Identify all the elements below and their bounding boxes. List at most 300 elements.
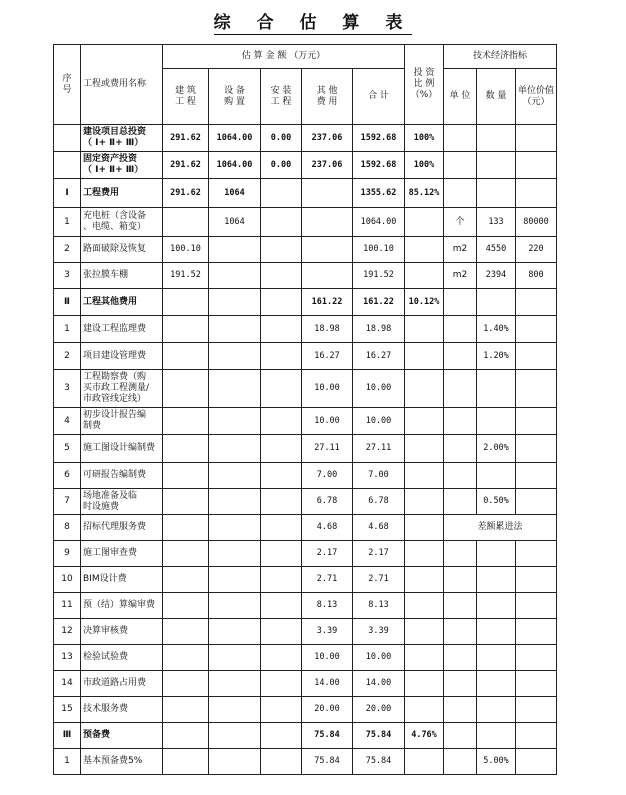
cell-other: 4.68 [302, 515, 353, 541]
cell-total: 8.13 [353, 593, 405, 619]
cell-seq: 1 [54, 208, 81, 237]
cell-install [261, 645, 302, 671]
cell-quantity [477, 723, 516, 749]
cell-install [261, 343, 302, 370]
cell-ratio: 100% [405, 152, 444, 179]
cell-ratio: 85.12% [405, 179, 444, 208]
table-row [54, 749, 557, 775]
cell-quantity: 4550 [477, 237, 516, 263]
cell-other [302, 237, 353, 263]
cell-ratio [405, 593, 444, 619]
cell-unit [444, 125, 477, 152]
cell-unit-value [516, 179, 557, 208]
cell-other: 75.84 [302, 723, 353, 749]
cell-construction [163, 723, 209, 749]
cell-unit-value [516, 593, 557, 619]
cell-name: 建设工程监理费 [81, 316, 163, 343]
cell-other: 161.22 [302, 289, 353, 316]
cell-ratio [405, 671, 444, 697]
cell-other: 237.06 [302, 152, 353, 179]
cell-ratio [405, 697, 444, 723]
cell-install [261, 435, 302, 463]
cell-quantity: 133 [477, 208, 516, 237]
cell-seq: 3 [54, 370, 81, 408]
cell-install [261, 263, 302, 289]
cell-name: 预（结）算编审费 [81, 593, 163, 619]
cell-construction [163, 541, 209, 567]
cell-unit-value [516, 489, 557, 515]
table-row [54, 593, 557, 619]
cell-tech-note: 差额累进法 [444, 515, 557, 541]
cell-equipment [209, 567, 261, 593]
cell-name: BIM设计费 [81, 567, 163, 593]
cell-total: 14.00 [353, 671, 405, 697]
cell-ratio [405, 515, 444, 541]
cell-other: 10.00 [302, 645, 353, 671]
cell-unit [444, 179, 477, 208]
cell-ratio [405, 463, 444, 489]
cell-total: 6.78 [353, 489, 405, 515]
estimate-table [53, 44, 557, 775]
table-body [54, 125, 557, 775]
cell-ratio [405, 408, 444, 435]
table-row [54, 723, 557, 749]
table-row [54, 179, 557, 208]
header-quantity: 数 量 [477, 69, 516, 125]
cell-install: 0.00 [261, 125, 302, 152]
cell-seq: 11 [54, 593, 81, 619]
table-row [54, 435, 557, 463]
cell-unit [444, 152, 477, 179]
cell-seq: Ⅲ [54, 723, 81, 749]
cell-ratio [405, 370, 444, 408]
header-row-1 [54, 45, 557, 69]
cell-quantity: 1.40% [477, 316, 516, 343]
cell-total: 75.84 [353, 723, 405, 749]
cell-equipment [209, 541, 261, 567]
cell-unit-value [516, 343, 557, 370]
cell-install [261, 370, 302, 408]
cell-total: 2.17 [353, 541, 405, 567]
cell-unit [444, 541, 477, 567]
cell-unit-value [516, 289, 557, 316]
cell-unit: m2 [444, 237, 477, 263]
cell-install [261, 749, 302, 775]
cell-quantity [477, 645, 516, 671]
cell-unit [444, 567, 477, 593]
cell-quantity [477, 125, 516, 152]
cell-seq: 3 [54, 263, 81, 289]
cell-total: 1355.62 [353, 179, 405, 208]
cell-other: 75.84 [302, 749, 353, 775]
cell-unit-value [516, 567, 557, 593]
cell-equipment [209, 723, 261, 749]
cell-seq: 1 [54, 749, 81, 775]
cell-seq: 12 [54, 619, 81, 645]
cell-unit-value [516, 671, 557, 697]
cell-ratio [405, 316, 444, 343]
cell-name: 技术服务费 [81, 697, 163, 723]
cell-other: 8.13 [302, 593, 353, 619]
cell-install [261, 671, 302, 697]
cell-unit [444, 316, 477, 343]
cell-ratio [405, 619, 444, 645]
cell-unit [444, 463, 477, 489]
cell-total: 1592.68 [353, 152, 405, 179]
cell-total: 10.00 [353, 645, 405, 671]
cell-seq: 15 [54, 697, 81, 723]
cell-construction [163, 567, 209, 593]
cell-seq: 8 [54, 515, 81, 541]
cell-other [302, 208, 353, 237]
cell-name: 工程其他费用 [81, 289, 163, 316]
cell-construction [163, 697, 209, 723]
cell-quantity: 5.00% [477, 749, 516, 775]
cell-ratio [405, 645, 444, 671]
cell-seq: 13 [54, 645, 81, 671]
cell-construction [163, 749, 209, 775]
cell-ratio [405, 749, 444, 775]
cell-unit [444, 593, 477, 619]
cell-install [261, 697, 302, 723]
cell-equipment [209, 343, 261, 370]
cell-name: 施工图设计编制费 [81, 435, 163, 463]
cell-install [261, 593, 302, 619]
cell-install [261, 463, 302, 489]
cell-name: 招标代理服务费 [81, 515, 163, 541]
cell-equipment [209, 237, 261, 263]
cell-name: 路面破除及恢复 [81, 237, 163, 263]
cell-seq: Ⅱ [54, 289, 81, 316]
cell-other: 3.39 [302, 619, 353, 645]
cell-quantity [477, 671, 516, 697]
header-install: 安 装 工 程 [261, 69, 302, 125]
cell-equipment [209, 370, 261, 408]
document-title [0, 8, 626, 35]
cell-seq [54, 125, 81, 152]
cell-name: 建设项目总投资 （ Ⅰ+ Ⅱ+ Ⅲ） [81, 125, 163, 152]
cell-equipment: 1064.00 [209, 152, 261, 179]
cell-seq: 4 [54, 408, 81, 435]
cell-install [261, 408, 302, 435]
cell-seq: Ⅰ [54, 179, 81, 208]
cell-ratio [405, 263, 444, 289]
cell-ratio [405, 541, 444, 567]
table-row [54, 208, 557, 237]
cell-total: 1064.00 [353, 208, 405, 237]
cell-other [302, 179, 353, 208]
cell-construction: 191.52 [163, 263, 209, 289]
cell-quantity: 1.20% [477, 343, 516, 370]
cell-other: 237.06 [302, 125, 353, 152]
cell-equipment [209, 316, 261, 343]
cell-ratio: 10.12% [405, 289, 444, 316]
cell-total: 10.00 [353, 408, 405, 435]
cell-install [261, 489, 302, 515]
cell-equipment [209, 749, 261, 775]
cell-total: 100.10 [353, 237, 405, 263]
cell-name: 场地准备及临 时设施费 [81, 489, 163, 515]
cell-unit [444, 435, 477, 463]
cell-ratio [405, 343, 444, 370]
cell-unit [444, 671, 477, 697]
cell-install [261, 619, 302, 645]
cell-seq: 10 [54, 567, 81, 593]
header-unit: 单 位 [444, 69, 477, 125]
cell-ratio [405, 237, 444, 263]
cell-unit [444, 343, 477, 370]
cell-total: 4.68 [353, 515, 405, 541]
cell-unit [444, 645, 477, 671]
table-row [54, 515, 557, 541]
cell-unit-value [516, 152, 557, 179]
cell-unit: 个 [444, 208, 477, 237]
table-row [54, 343, 557, 370]
cell-construction [163, 489, 209, 515]
cell-other: 2.71 [302, 567, 353, 593]
cell-quantity: 2394 [477, 263, 516, 289]
header-estimate-group: 估 算 金 额 （万元） [163, 45, 405, 69]
cell-unit-value [516, 645, 557, 671]
cell-quantity [477, 370, 516, 408]
cell-construction [163, 593, 209, 619]
cell-install [261, 515, 302, 541]
cell-unit-value [516, 749, 557, 775]
cell-construction [163, 408, 209, 435]
cell-other: 10.00 [302, 408, 353, 435]
cell-ratio [405, 567, 444, 593]
cell-ratio [405, 435, 444, 463]
cell-name: 决算审核费 [81, 619, 163, 645]
cell-unit-value [516, 723, 557, 749]
table-row [54, 541, 557, 567]
cell-total: 7.00 [353, 463, 405, 489]
cell-unit-value [516, 316, 557, 343]
table-row [54, 289, 557, 316]
cell-install [261, 289, 302, 316]
header-name: 工程或费用名称 [81, 45, 163, 125]
cell-total: 10.00 [353, 370, 405, 408]
cell-construction [163, 645, 209, 671]
cell-unit-value [516, 541, 557, 567]
cell-name: 充电桩（含设备 、电缆、箱变） [81, 208, 163, 237]
table-row [54, 671, 557, 697]
cell-equipment: 1064 [209, 208, 261, 237]
cell-equipment: 1064 [209, 179, 261, 208]
cell-unit-value [516, 435, 557, 463]
cell-other: 16.27 [302, 343, 353, 370]
cell-unit-value: 80000 [516, 208, 557, 237]
cell-equipment [209, 593, 261, 619]
cell-construction [163, 619, 209, 645]
table-row [54, 489, 557, 515]
cell-install [261, 208, 302, 237]
cell-quantity [477, 463, 516, 489]
cell-quantity [477, 619, 516, 645]
cell-unit-value: 220 [516, 237, 557, 263]
cell-seq: 7 [54, 489, 81, 515]
cell-install [261, 541, 302, 567]
header-tech-group: 技术经济指标 [444, 45, 557, 69]
cell-equipment [209, 515, 261, 541]
cell-construction [163, 370, 209, 408]
cell-total: 161.22 [353, 289, 405, 316]
document-title-text: 综 合 估 算 表 [214, 8, 413, 35]
header-seq: 序 号 [54, 45, 81, 125]
cell-total: 2.71 [353, 567, 405, 593]
cell-install [261, 179, 302, 208]
cell-unit [444, 723, 477, 749]
cell-unit [444, 697, 477, 723]
cell-seq: 5 [54, 435, 81, 463]
cell-name: 预备费 [81, 723, 163, 749]
table-row [54, 645, 557, 671]
cell-quantity [477, 289, 516, 316]
table-row [54, 125, 557, 152]
cell-ratio: 100% [405, 125, 444, 152]
cell-other: 20.00 [302, 697, 353, 723]
table-row [54, 463, 557, 489]
cell-unit [444, 619, 477, 645]
cell-ratio [405, 489, 444, 515]
cell-seq: 9 [54, 541, 81, 567]
table-row [54, 316, 557, 343]
cell-seq: 2 [54, 237, 81, 263]
cell-name: 检验试验费 [81, 645, 163, 671]
cell-total: 18.98 [353, 316, 405, 343]
cell-name: 项目建设管理费 [81, 343, 163, 370]
cell-name: 工程勘察费（购 买市政工程测量/ 市政管线定线） [81, 370, 163, 408]
cell-other: 14.00 [302, 671, 353, 697]
cell-other: 6.78 [302, 489, 353, 515]
cell-construction [163, 343, 209, 370]
cell-construction [163, 208, 209, 237]
cell-unit: m2 [444, 263, 477, 289]
cell-equipment [209, 489, 261, 515]
cell-construction [163, 671, 209, 697]
cell-install: 0.00 [261, 152, 302, 179]
table-row [54, 263, 557, 289]
cell-name: 固定资产投资 （ Ⅰ+ Ⅱ+ Ⅲ） [81, 152, 163, 179]
cell-unit-value [516, 619, 557, 645]
cell-unit-value [516, 370, 557, 408]
cell-quantity [477, 593, 516, 619]
cell-seq [54, 152, 81, 179]
cell-equipment [209, 435, 261, 463]
cell-other: 7.00 [302, 463, 353, 489]
cell-seq: 1 [54, 316, 81, 343]
cell-name: 张拉膜车棚 [81, 263, 163, 289]
cell-quantity [477, 541, 516, 567]
cell-unit-value [516, 697, 557, 723]
cell-construction [163, 316, 209, 343]
cell-other [302, 263, 353, 289]
cell-construction [163, 515, 209, 541]
cell-total: 16.27 [353, 343, 405, 370]
cell-unit-value [516, 125, 557, 152]
cell-construction: 291.62 [163, 179, 209, 208]
cell-total: 191.52 [353, 263, 405, 289]
cell-ratio: 4.76% [405, 723, 444, 749]
header-unit-value: 单位价值 （元） [516, 69, 557, 125]
cell-quantity: 0.50% [477, 489, 516, 515]
cell-seq: 6 [54, 463, 81, 489]
cell-name: 市政道路占用费 [81, 671, 163, 697]
table-row [54, 697, 557, 723]
cell-equipment [209, 263, 261, 289]
cell-equipment [209, 463, 261, 489]
cell-other: 10.00 [302, 370, 353, 408]
cell-construction: 100.10 [163, 237, 209, 263]
cell-other: 18.98 [302, 316, 353, 343]
cell-quantity: 2.00% [477, 435, 516, 463]
cell-quantity [477, 697, 516, 723]
cell-equipment [209, 645, 261, 671]
cell-equipment [209, 697, 261, 723]
cell-other: 27.11 [302, 435, 353, 463]
cell-unit [444, 408, 477, 435]
header-equipment: 设 备 购 置 [209, 69, 261, 125]
cell-total: 1592.68 [353, 125, 405, 152]
cell-name: 工程费用 [81, 179, 163, 208]
cell-equipment: 1064.00 [209, 125, 261, 152]
header-total: 合 计 [353, 69, 405, 125]
cell-unit-value [516, 408, 557, 435]
cell-construction: 291.62 [163, 152, 209, 179]
cell-install [261, 237, 302, 263]
cell-unit [444, 489, 477, 515]
table-row [54, 237, 557, 263]
cell-name: 初步设计报告编 制费 [81, 408, 163, 435]
cell-construction [163, 463, 209, 489]
header-construction: 建 筑 工 程 [163, 69, 209, 125]
table-row [54, 408, 557, 435]
cell-construction: 291.62 [163, 125, 209, 152]
cell-equipment [209, 408, 261, 435]
cell-quantity [477, 408, 516, 435]
cell-seq: 2 [54, 343, 81, 370]
table-row [54, 370, 557, 408]
cell-install [261, 567, 302, 593]
cell-unit [444, 749, 477, 775]
cell-name: 施工图审查费 [81, 541, 163, 567]
cell-other: 2.17 [302, 541, 353, 567]
table-row [54, 152, 557, 179]
table-row [54, 567, 557, 593]
cell-unit-value [516, 463, 557, 489]
table-row [54, 619, 557, 645]
cell-quantity [477, 152, 516, 179]
header-ratio: 投 资 比 例 （%） [405, 45, 444, 125]
cell-name: 基本预备费5% [81, 749, 163, 775]
cell-unit [444, 289, 477, 316]
cell-total: 27.11 [353, 435, 405, 463]
cell-total: 3.39 [353, 619, 405, 645]
cell-seq: 14 [54, 671, 81, 697]
cell-equipment [209, 619, 261, 645]
cell-quantity [477, 179, 516, 208]
header-other: 其 他 费 用 [302, 69, 353, 125]
cell-equipment [209, 289, 261, 316]
cell-ratio [405, 208, 444, 237]
cell-total: 75.84 [353, 749, 405, 775]
cell-construction [163, 289, 209, 316]
cell-construction [163, 435, 209, 463]
cell-equipment [209, 671, 261, 697]
cell-unit-value: 800 [516, 263, 557, 289]
cell-total: 20.00 [353, 697, 405, 723]
cell-install [261, 723, 302, 749]
